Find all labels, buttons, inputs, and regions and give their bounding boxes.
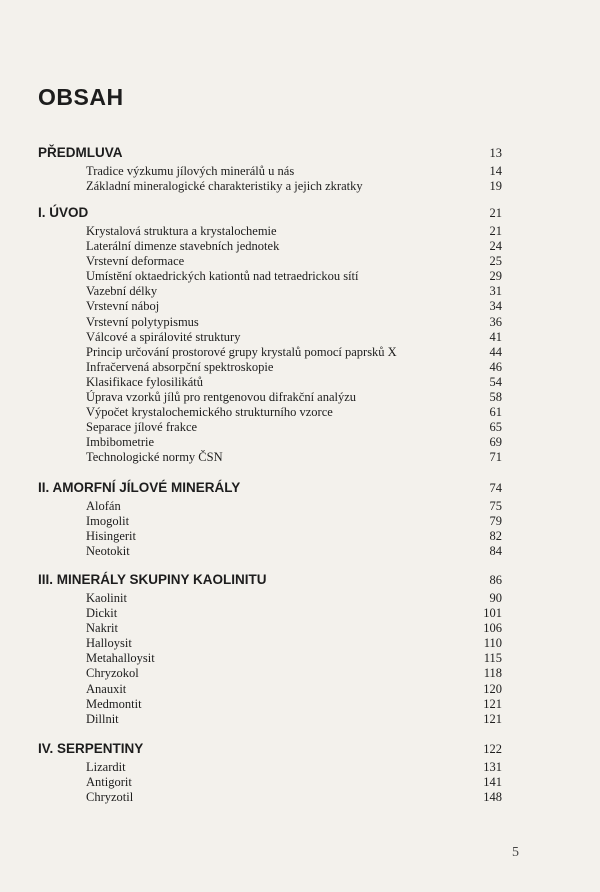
entry-label: Princip určování prostorové grupy krystalů pomocí paprsků X — [86, 344, 397, 359]
entry-page-number: 120 — [483, 681, 502, 696]
entry-label: Infračervená absorpční spektroskopie — [86, 359, 274, 374]
toc-entry[interactable] — [38, 790, 502, 805]
entry-page-number: 121 — [483, 711, 502, 726]
toc-entry[interactable] — [38, 224, 502, 239]
entry-page-number: 24 — [489, 239, 502, 254]
toc-entry[interactable] — [38, 239, 502, 254]
toc-entry[interactable] — [38, 760, 502, 775]
entry-page-number: 118 — [483, 666, 502, 681]
entry-page-number: 19 — [489, 179, 502, 194]
toc-section — [38, 145, 502, 194]
entry-page-number: 121 — [483, 696, 502, 711]
entry-label: Lizardit — [86, 760, 126, 774]
toc-entry[interactable] — [38, 420, 502, 435]
entry-page-number: 25 — [489, 254, 502, 269]
entry-page-number: 141 — [483, 775, 502, 790]
entry-page-number: 69 — [489, 435, 502, 450]
section-heading[interactable] — [38, 741, 502, 757]
page-number: 5 — [512, 845, 519, 860]
section-heading[interactable] — [38, 572, 502, 588]
toc-entry[interactable] — [38, 330, 502, 345]
section-heading[interactable] — [38, 205, 502, 221]
entry-label: Vazební délky — [86, 284, 158, 299]
toc-entry[interactable] — [38, 435, 502, 450]
section-heading[interactable] — [38, 145, 502, 161]
toc-entry[interactable] — [38, 514, 502, 529]
toc-entry[interactable] — [38, 284, 502, 299]
entry-page-number: 21 — [489, 224, 502, 238]
entry-label: Kaolinit — [86, 591, 127, 605]
entry-label: Imbibometrie — [86, 435, 155, 450]
section-page-number: 74 — [489, 481, 502, 495]
entry-label: Válcové a spirálovité struktury — [86, 329, 241, 344]
toc-entry[interactable] — [38, 697, 502, 712]
toc-section — [38, 205, 502, 466]
entry-page-number: 31 — [489, 284, 502, 299]
entry-page-number: 84 — [489, 544, 502, 559]
entry-label: Laterální dimenze stavebních jednotek — [86, 239, 280, 254]
toc-entry[interactable] — [38, 164, 502, 179]
section-title: II. AMORFNÍ JÍLOVÉ MINERÁLY — [38, 480, 241, 495]
toc-entry[interactable] — [38, 299, 502, 314]
section-title: IV. SERPENTINY — [38, 741, 144, 756]
entry-label: Tradice výzkumu jílových minerálů u nás — [86, 164, 295, 178]
page-title: OBSAH — [38, 84, 124, 110]
entry-page-number: 61 — [489, 405, 502, 420]
entry-page-number: 58 — [489, 390, 502, 405]
entry-page-number: 110 — [483, 636, 502, 651]
entry-page-number: 75 — [489, 499, 502, 513]
entry-page-number: 29 — [489, 269, 502, 284]
section-heading[interactable] — [38, 480, 502, 496]
entry-label: Klasifikace fylosilikátů — [86, 374, 203, 389]
entry-page-number: 65 — [489, 420, 502, 435]
entry-label: Medmontit — [86, 696, 142, 711]
toc-entry[interactable] — [38, 712, 502, 727]
toc-entry[interactable] — [38, 544, 502, 559]
toc-entry[interactable] — [38, 345, 502, 360]
entry-label: Krystalová struktura a krystalochemie — [86, 224, 277, 238]
entry-label: Imogolit — [86, 514, 130, 529]
entry-label: Neotokit — [86, 544, 130, 559]
entry-label: Separace jílové frakce — [86, 420, 198, 435]
toc-entry[interactable] — [38, 591, 502, 606]
entry-page-number: 79 — [489, 514, 502, 529]
toc-entry[interactable] — [38, 179, 502, 194]
entry-page-number: 14 — [489, 164, 502, 178]
toc-entry[interactable] — [38, 254, 502, 269]
entry-label: Dickit — [86, 606, 118, 621]
section-page-number: 86 — [489, 573, 502, 587]
entry-label: Dillnit — [86, 711, 119, 726]
section-page-number: 122 — [483, 742, 502, 756]
entry-page-number: 36 — [489, 314, 502, 329]
entry-label: Nakrit — [86, 621, 118, 636]
entry-page-number: 90 — [489, 591, 502, 605]
toc-entry[interactable] — [38, 651, 502, 666]
entry-page-number: 46 — [489, 359, 502, 374]
toc-entry[interactable] — [38, 621, 502, 636]
entry-label: Výpočet krystalochemického strukturního vzorce — [86, 405, 333, 420]
entry-label: Chryzokol — [86, 666, 139, 681]
section-page-number: 13 — [489, 146, 502, 160]
entry-label: Umístění oktaedrických kationtů nad tetraedrickou sítí — [86, 269, 359, 284]
toc-entry[interactable] — [38, 666, 502, 681]
toc-entry[interactable] — [38, 390, 502, 405]
entry-page-number: 54 — [489, 374, 502, 389]
toc-entry[interactable] — [38, 529, 502, 544]
entry-page-number: 148 — [483, 790, 502, 805]
entry-label: Alofán — [86, 499, 121, 513]
toc-entry[interactable] — [38, 606, 502, 621]
toc-section — [38, 741, 502, 805]
entry-page-number: 131 — [483, 760, 502, 774]
entry-page-number: 82 — [489, 529, 502, 544]
toc-entry[interactable] — [38, 405, 502, 420]
entry-label: Halloysit — [86, 636, 132, 651]
toc-section — [38, 480, 502, 559]
entry-label: Vrstevní deformace — [86, 254, 185, 269]
entry-label: Technologické normy ČSN — [86, 450, 223, 465]
toc-entry[interactable] — [38, 450, 502, 465]
entry-page-number: 71 — [489, 450, 502, 465]
entry-page-number: 41 — [489, 329, 502, 344]
entry-label: Metahalloysit — [86, 651, 155, 666]
toc-entry[interactable] — [38, 682, 502, 697]
entry-label: Základní mineralogické charakteristiky a jejich zkratky — [86, 179, 363, 194]
entry-label: Antigorit — [86, 775, 132, 790]
entry-label: Vrstevní náboj — [86, 299, 160, 314]
entry-page-number: 106 — [483, 621, 502, 636]
section-title: PŘEDMLUVA — [38, 145, 123, 160]
entry-page-number: 44 — [489, 344, 502, 359]
toc-entry[interactable] — [38, 360, 502, 375]
entry-label: Chryzotil — [86, 790, 134, 805]
toc-entry[interactable] — [38, 269, 502, 284]
entry-page-number: 34 — [489, 299, 502, 314]
toc-entry[interactable] — [38, 499, 502, 514]
toc-entry[interactable] — [38, 636, 502, 651]
section-title: I. ÚVOD — [38, 205, 89, 220]
entry-label: Hisingerit — [86, 529, 136, 544]
entry-label: Anauxit — [86, 681, 127, 696]
section-page-number: 21 — [489, 206, 502, 220]
toc-entry[interactable] — [38, 315, 502, 330]
toc-entry[interactable] — [38, 775, 502, 790]
toc-entry[interactable] — [38, 375, 502, 390]
entry-page-number: 115 — [483, 651, 502, 666]
entry-label: Úprava vzorků jílů pro rentgenovou difrakční analýzu — [86, 390, 357, 405]
toc-section — [38, 572, 502, 727]
entry-label: Vrstevní polytypismus — [86, 314, 199, 329]
section-title: III. MINERÁLY SKUPINY KAOLINITU — [38, 572, 267, 587]
entry-page-number: 101 — [483, 606, 502, 621]
